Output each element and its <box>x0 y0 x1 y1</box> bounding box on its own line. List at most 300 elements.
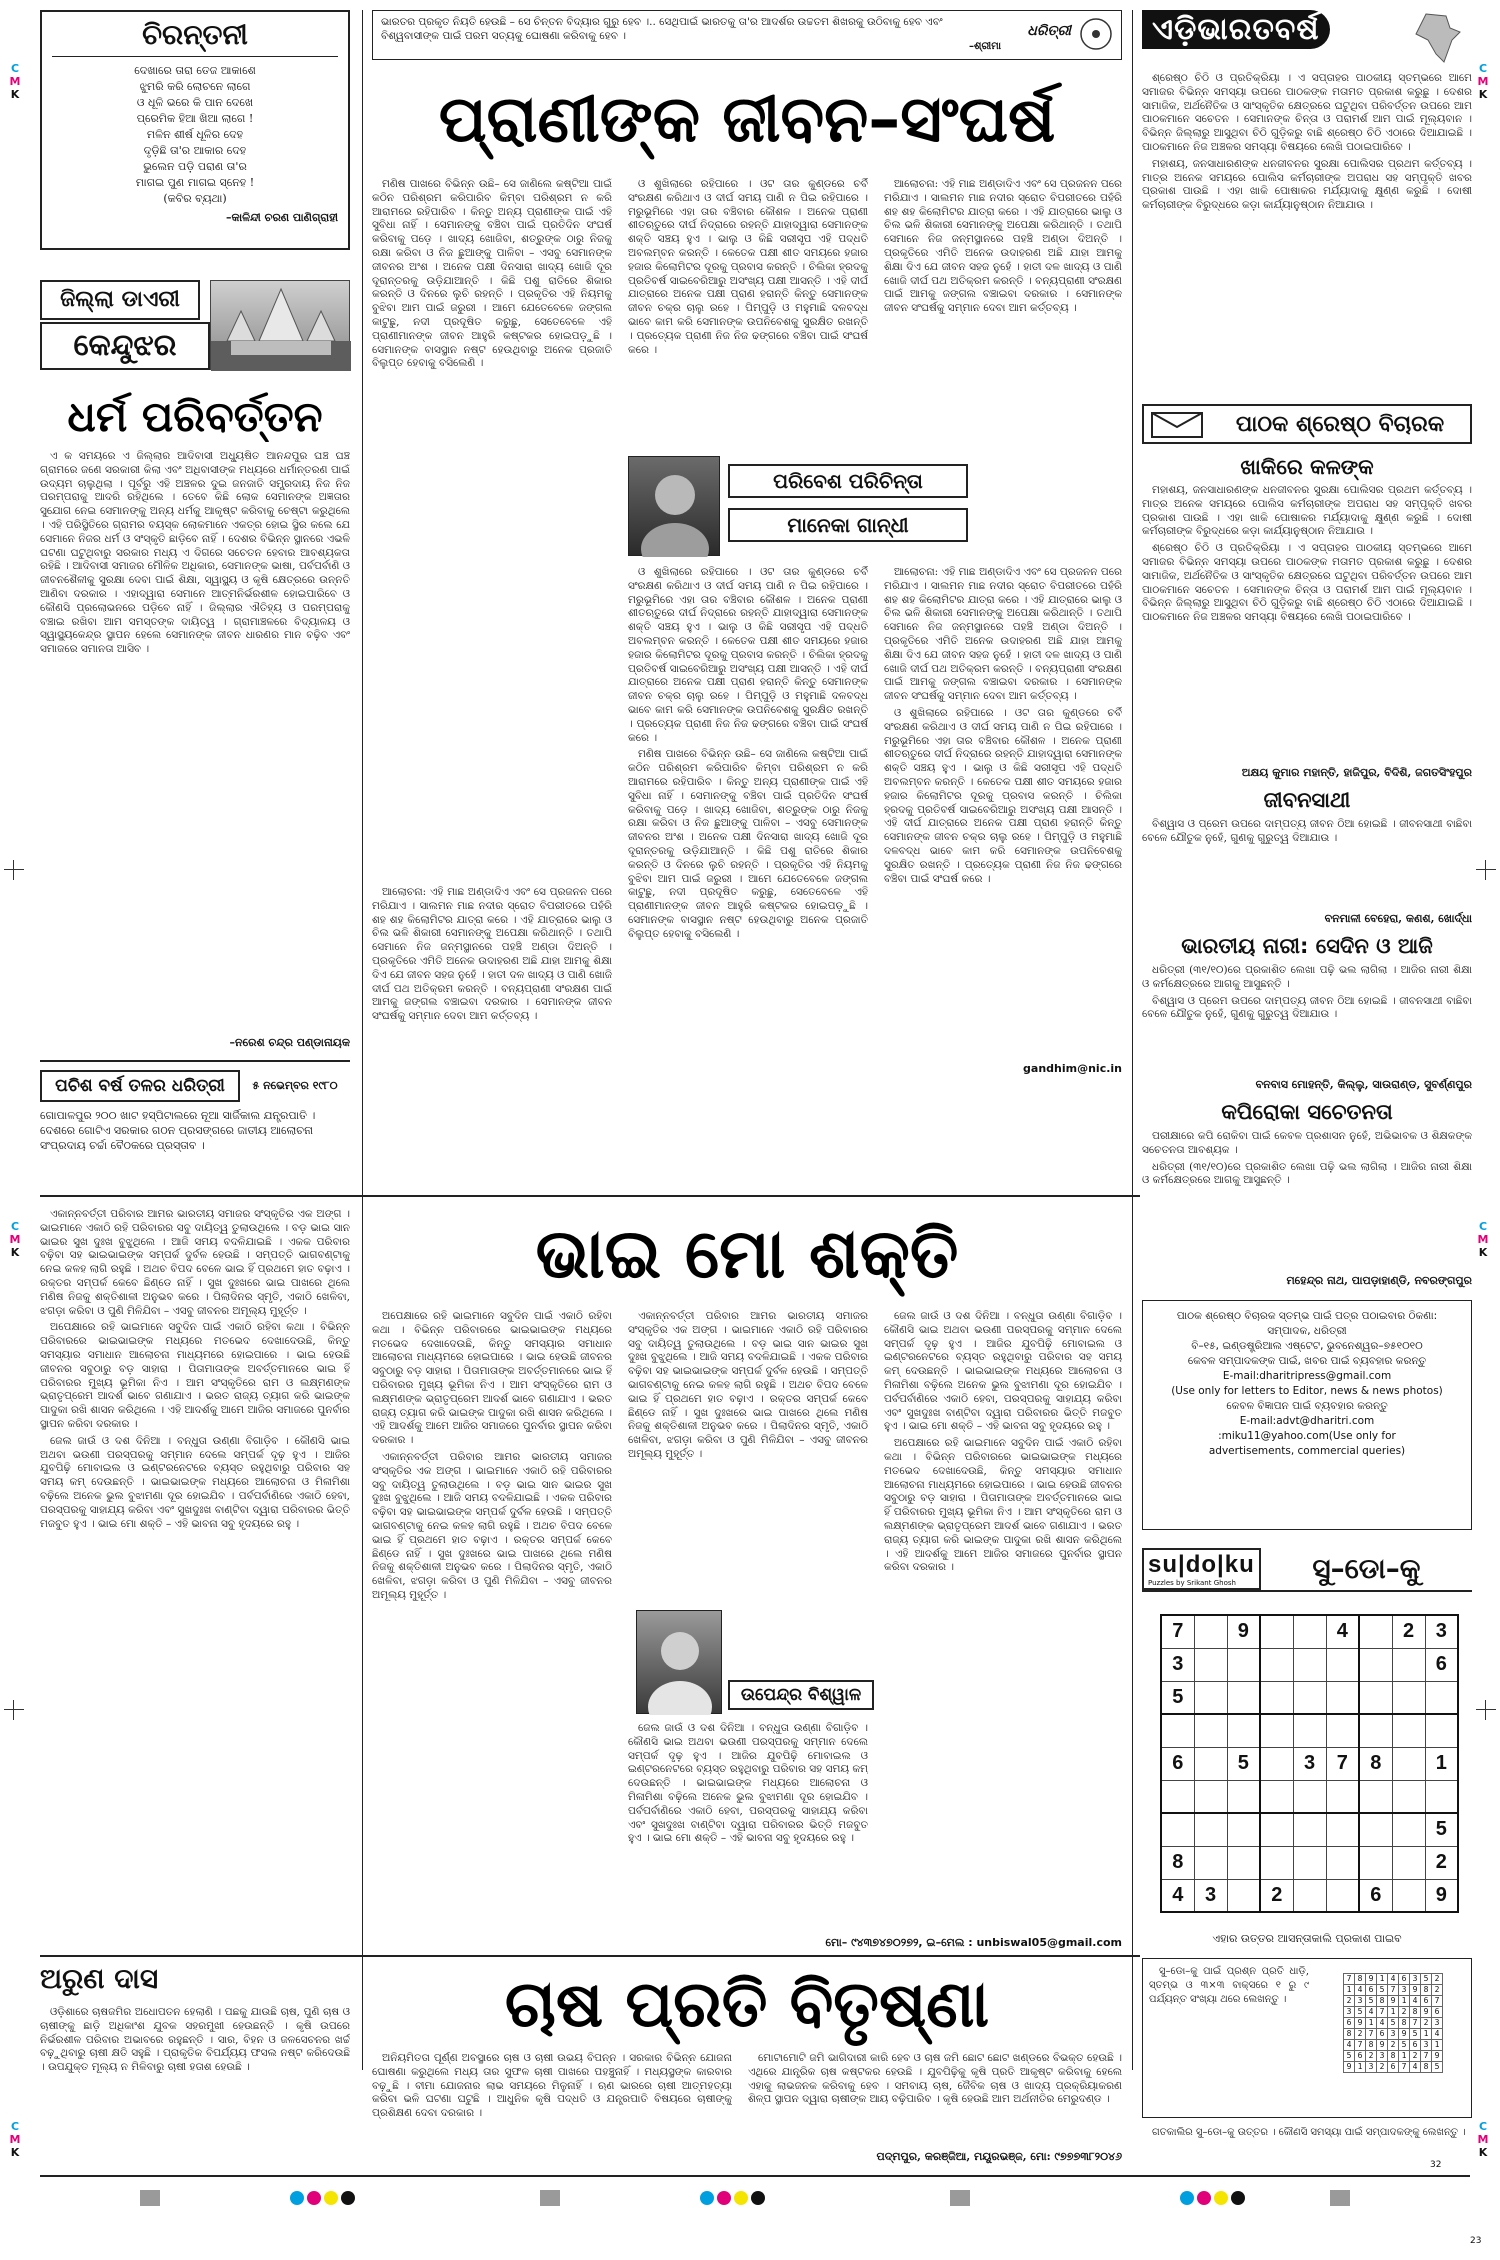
sudoku-cell: 2 <box>1399 2007 1410 2018</box>
jeevan-paragraph: ଓ ଶୁଖିଲାରେ ରହିପାରେ । ଓଟ ତାର କୁଣ୍ଡରେ ଚର୍ବି ସଂରକ୍ଷଣ କରିଥାଏ ଓ ଦୀର୍ଘ ସମୟ ପାଣି ନ ପିଇ ରହିପାରେ । ମରୁଭୂମିରେ ଏହା ତାର ବଞ୍ଚିବାର କୌଶଳ । ଅନେକ ପ୍ରାଣୀ ଶୀତଋତୁରେ ଦୀର୍ଘ ନିଦ୍ରାରେ ରହନ୍ତି ଯାହାଦ୍ୱାରା ସେମାନଙ୍କ ଶକ୍ତି ସଞ୍ଚୟ ହୁଏ । ଭାଲୁ ଓ କିଛି ସରୀସୃପ ଏହି ପଦ୍ଧତି ଅବଲମ୍ବନ କରନ୍ତି । କେତେକ ପକ୍ଷୀ ଶୀତ ସମୟରେ ହଜାର ହଜାର କିଲୋମିଟର ଦୂରକୁ ପ୍ରବାସ କରନ୍ତି । ଚିଲିକା ହ୍ରଦକୁ ପ୍ରତିବର୍ଷ ସାଇବେରିଆରୁ ଅସଂଖ୍ୟ ପକ୍ଷୀ ଆସନ୍ତି । ଏହି ଦୀର୍ଘ ଯାତ୍ରାରେ ଅନେକ ପକ୍ଷୀ ପ୍ରାଣ ହରାନ୍ତି କିନ୍ତୁ ସେମାନଙ୍କ ଜୀବନ ଚକ୍ର ଚାଲୁ ରହେ । ପିମ୍ପୁଡ଼ି ଓ ମହୁମାଛି ଦଳବଦ୍ଧ ଭାବେ କାମ କରି ସେମାନଙ୍କ ଉପନିବେଶକୁ ସୁରକ୍ଷିତ ରଖନ୍ତି । ପ୍ରତ୍ୟେକ ପ୍ରାଣୀ ନିଜ ନିଜ ଢଙ୍ଗରେ ବଞ୍ଚିବା ପାଇଁ ସଂଘର୍ଷ କରେ । <box>628 178 868 356</box>
sudoku-cell: 7 <box>1366 2029 1377 2040</box>
cmk-mark-left-mid: C M K <box>9 1220 21 1259</box>
contact-line: ବି–୧୫, ଇଣ୍ଡଷ୍ଟ୍ରିଆଲ ଏଷ୍ଟେଟ, ଭୁବନେଶ୍ୱର–୭୫୧୦୧୦ <box>1191 1340 1423 1352</box>
grey-marks <box>1330 2190 1350 2210</box>
sudoku-cell[interactable] <box>1194 1846 1227 1879</box>
sudoku-cell: 3 <box>1161 1648 1194 1681</box>
sudoku-cell[interactable] <box>1359 1780 1392 1813</box>
bhai-paragraph: ଏକାନ୍ନବର୍ତ୍ତୀ ପରିବାର ଆମର ଭାରତୀୟ ସମାଜର ସଂସ୍କୃତିର ଏକ ଅଙ୍ଗ । ଭାଇମାନେ ଏକାଠି ରହି ପରିବାରର ସବୁ ଦାୟିତ୍ୱ ତୁଲାଉଥିଲେ । ବଡ଼ ଭାଇ ସାନ ଭାଇର ସୁଖ ଦୁଃଖ ବୁଝୁଥିଲେ । ଆଜି ସମୟ ବଦଳିଯାଇଛି । ଏକକ ପରିବାର ବଢ଼ିବା ସହ ଭାଇଭାଇଙ୍କ ସମ୍ପର୍କ ଦୁର୍ବଳ ହେଉଛି । ସମ୍ପତ୍ତି ଭାଗବଣ୍ଟାକୁ ନେଇ କଳହ ଲାଗି ରହୁଛି । ଅଥଚ ବିପଦ ବେଳେ ଭାଇ ହିଁ ପ୍ରଥମେ ହାତ ବଢ଼ାଏ । ରକ୍ତର ସମ୍ପର୍କ କେବେ ଛିଣ୍ଡେ ନାହିଁ । ସୁଖ ଦୁଃଖରେ ଭାଇ ପାଖରେ ଥିଲେ ମଣିଷ ନିଜକୁ ଶକ୍ତିଶାଳୀ ଅନୁଭବ କରେ । ପିଲାଦିନର ସ୍ମୃତି, ଏକାଠି ଖେଳିବା, ଝଗଡ଼ା କରିବା ଓ ପୁଣି ମିଳିଯିବା – ଏସବୁ ଜୀବନର ଅମୂଲ୍ୟ ମୁହୂର୍ତ୍ତ । <box>628 1310 868 1460</box>
magenta-dot-icon <box>717 2191 731 2205</box>
sudoku-cell: 2 <box>1377 2062 1388 2073</box>
sudoku-cell: 7 <box>1326 1747 1359 1780</box>
sudoku-cell: 9 <box>1425 1879 1458 1912</box>
sudoku-cell: 9 <box>1399 2029 1410 2040</box>
sudoku-cell: 7 <box>1432 1996 1443 2007</box>
paribesh-inset <box>628 456 1008 556</box>
bhai-paragraph: ଜେଲ ଜାଉଁ ଓ ଦଶ ଦିନିଆ । ବନ୍ଧୁତା ଉଣ୍ଣା ବିଗାଡ଼ିବ । କୌଣସି ଭାଇ ଅଥବା ଭଉଣୀ ପରସ୍ପରକୁ ସମ୍ମାନ ଦେଲେ ସମ୍ପର୍କ ଦୃଢ଼ ହୁଏ । ଆଜିର ଯୁବପିଢ଼ି ମୋବାଇଲ ଓ ଇଣ୍ଟରନେଟରେ ବ୍ୟସ୍ତ ରହୁଥିବାରୁ ପରିବାର ସହ ସମୟ କମ୍ ଦେଉଛନ୍ତି । ଭାଇଭାଇଙ୍କ ମଧ୍ୟରେ ଆଲୋଚନା ଓ ମିଳାମିଶା ବଢ଼ିଲେ ଅନେକ ଭୁଲ ବୁଝାମଣା ଦୂର ହୋଇଯିବ । ପର୍ବପର୍ବାଣିରେ ଏକାଠି ହେବା, ପରସ୍ପରକୁ ସାହାଯ୍ୟ କରିବା ଏବଂ ସୁଖଦୁଃଖ ବାଣ୍ଟିବା ଦ୍ୱାରା ପରିବାରର ଭିତ୍ତି ମଜବୁତ ହୁଏ । ଭାଇ ମୋ ଶକ୍ତି – ଏହି ଭାବନା ସବୁ ହୃଦୟରେ ରହୁ । <box>884 1310 1122 1433</box>
sudoku-cell[interactable] <box>1293 1714 1326 1747</box>
cyan-dot-icon <box>1180 2191 1194 2205</box>
sudoku-cell: 4 <box>1377 2018 1388 2029</box>
sudoku-cell: 1 <box>1421 2029 1432 2040</box>
sudoku-cell[interactable] <box>1194 1648 1227 1681</box>
grey-square-icon <box>1330 2190 1350 2206</box>
sudoku-cell[interactable] <box>1260 1714 1293 1747</box>
sudoku-cell: 7 <box>1161 1615 1194 1648</box>
magenta-dot-icon <box>1197 2191 1211 2205</box>
registration-cross-icon <box>4 860 24 880</box>
quote-text: ଭାରତର ପ୍ରକୃତ ନିୟତି ହେଉଛି – ସେ ଚିନ୍ତନ ବିଦ୍ୟାର ଗୁରୁ ହେବ ।.. ସେଥିପାଇଁ ଭାରତକୁ ତା'ର ଆଦର୍ଶର ଉଚ୍ଚତମ ଶିଖରକୁ ଉଠିବାକୁ ହେବ ଏବଂ ବିଶ୍ୱବାସୀଙ୍କ ପାଇଁ ପରମ ସତ୍ୟକୁ ଘୋଷଣା କରିବାକୁ ହେବ । <box>381 16 943 42</box>
sudoku-cell[interactable] <box>1392 1879 1425 1912</box>
sudoku-cell[interactable] <box>1392 1813 1425 1846</box>
portrait-icon <box>637 1611 723 1715</box>
sudoku-note: ଏହାର ଉତ୍ତର ଆସନ୍ତାକାଲି ପ୍ରକାଶ ପାଇବ <box>1212 1932 1402 1945</box>
sudoku-cell: 8 <box>1161 1846 1194 1879</box>
jeevan-headline: ପ୍ରାଣୀଙ୍କ ଜୀବନ–ସଂଘର୍ଷ <box>438 83 1056 157</box>
chasa-col-3 <box>748 2052 1122 2146</box>
sudoku-cell[interactable] <box>1359 1681 1392 1714</box>
sudoku-cell: 1 <box>1399 2051 1410 2062</box>
jeevan-paragraph: ଆଲୋଚନା: ଏହି ମାଛ ଅଣ୍ଡାଦିଏ ଏବଂ ସେ ପ୍ରଜନନ ପରେ ମରିଯାଏ । ସାଲମନ ମାଛ ନଦୀର ସ୍ରୋତ ବିପରୀତରେ ପହଁରି ଶହ ଶହ କିଲୋମିଟର ଯାତ୍ରା କରେ । ଏହି ଯାତ୍ରାରେ ଭାଲୁ ଓ ଚିଲ ଭଳି ଶିକାରୀ ସେମାନଙ୍କୁ ଅପେକ୍ଷା କରିଥାନ୍ତି । ତଥାପି ସେମାନେ ନିଜ ଜନ୍ମସ୍ଥାନରେ ପହଞ୍ଚି ଅଣ୍ଡା ଦିଅନ୍ତି । ପ୍ରକୃତିରେ ଏମିତି ଅନେକ ଉଦାହରଣ ଅଛି ଯାହା ଆମକୁ ଶିକ୍ଷା ଦିଏ ଯେ ଜୀବନ ସହଜ ନୁହେଁ । ହାତୀ ଦଳ ଖାଦ୍ୟ ଓ ପାଣି ଖୋଜି ଦୀର୍ଘ ପଥ ଅତିକ୍ରମ କରନ୍ତି । ବନ୍ୟପ୍ରାଣୀ ସଂରକ୍ଷଣ ପାଇଁ ଆମକୁ ଜଙ୍ଗଲ ବଞ୍ଚାଇବା ଦରକାର । ସେମାନଙ୍କ ଜୀବନ ସଂଘର୍ଷକୁ ସମ୍ମାନ ଦେବା ଆମ କର୍ତ୍ତବ୍ୟ । <box>884 178 1122 315</box>
sudoku-cell[interactable] <box>1326 1879 1359 1912</box>
contact-line: :miku11@yahoo.com(Use only for <box>1218 1430 1396 1442</box>
chirantani-box <box>40 10 350 250</box>
sudoku-cell: 5 <box>1227 1747 1260 1780</box>
jeevan-col-2b <box>628 566 868 1056</box>
quote-author: –ଶ୍ରୀମା <box>969 41 1001 52</box>
pachisha-item: ଗୋପାଳପୁର ୨୦୦ ଖାଟ ହସ୍ପିଟାଲରେ ନୂଆ ସାର୍ଜିକାଲ ଯନ୍ତ୍ରପାତି । <box>40 1109 316 1122</box>
bhai-col-3b <box>628 1722 868 1922</box>
bhai-col-4 <box>884 1310 1122 1930</box>
pachisha-date: ୫ ନଭେମ୍ବର ୧୯୮୦ <box>252 1079 338 1092</box>
sudoku-row <box>1344 2062 1443 2073</box>
sudoku-cell: 1 <box>1425 1747 1458 1780</box>
sudoku-cell[interactable] <box>1359 1648 1392 1681</box>
sudoku-cell[interactable] <box>1326 1813 1359 1846</box>
sudoku-cell: 1 <box>1366 2018 1377 2029</box>
contact-line: E-mail:dharitripress@gmail.com <box>1222 1370 1392 1382</box>
chasa-col-1 <box>40 2006 350 2166</box>
sudoku-cell[interactable] <box>1194 1780 1227 1813</box>
sudoku-cell[interactable] <box>1326 1648 1359 1681</box>
sudoku-cell[interactable] <box>1326 1714 1359 1747</box>
sudoku-row <box>1161 1780 1458 1813</box>
sudoku-help <box>1149 1965 1309 2110</box>
sudoku-cell[interactable] <box>1227 1681 1260 1714</box>
yellow-dot-icon <box>324 2191 338 2205</box>
sudoku-cell: 5 <box>1399 2040 1410 2051</box>
sudoku-cell: 6 <box>1432 2007 1443 2018</box>
sudoku-cell: 3 <box>1410 1974 1421 1985</box>
sudoku-row <box>1161 1813 1458 1846</box>
sudoku-cell: 7 <box>1399 2062 1410 2073</box>
sudoku-cell[interactable] <box>1293 1879 1326 1912</box>
letter-4-sig: ମହେନ୍ଦ୍ର ନାଥ, ପାପଡ଼ାହାଣ୍ଡି, ନବରଙ୍ଗପୁର <box>1286 1274 1472 1287</box>
black-dot-icon <box>1231 2191 1245 2205</box>
letter-1-body <box>1142 484 1472 764</box>
sudoku-cell: 5 <box>1388 2018 1399 2029</box>
envelope-icon <box>1150 409 1210 439</box>
cyan-dot-icon <box>700 2191 714 2205</box>
sudoku-cell[interactable] <box>1194 1681 1227 1714</box>
sudoku-cell: 6 <box>1161 1747 1194 1780</box>
chakra-icon <box>1079 17 1113 51</box>
footer-rule <box>40 2175 1470 2177</box>
chasa-paragraph: ମୋଟାମୋଟି ଜମି ଭାଗିଦାରୀ କାରି ହେବ ଓ ଚାଷ ଜମି ଛୋଟ ଛୋଟ ଖଣ୍ଡରେ ବିଭକ୍ତ ହେଉଛି । ଏଥିରେ ଯାନ୍ତ୍ରିକ ଚାଷ କଷ୍ଟକର ହେଉଛି । ଯୁବପିଢ଼ିକୁ କୃଷି ପ୍ରତି ଆକୃଷ୍ଟ କରିବାକୁ ହେଲେ ଏହାକୁ ଲାଭଜନକ କରିବାକୁ ହେବ । ସମବାୟ ଚାଷ, ଜୈବିକ ଚାଷ ଓ ଖାଦ୍ୟ ପ୍ରକ୍ରିୟାକରଣ ଶିଳ୍ପ ସ୍ଥାପନ ଦ୍ୱାରା ଚାଷୀଙ୍କ ଆୟ ବଢ଼ିପାରିବ । କୃଷି ହେଉଛି ଆମ ଅର୍ଥନୀତିର ମେରୁଦଣ୍ଡ । <box>748 2052 1122 2106</box>
sudoku-cell[interactable] <box>1392 1714 1425 1747</box>
corner-number: 23 <box>1470 2236 1482 2246</box>
sudoku-cell: 1 <box>1432 2040 1443 2051</box>
sudoku-cell[interactable] <box>1260 1747 1293 1780</box>
bhai-contact: ମୋ– ୯୪୩୭୪୭୦୨୭୨, ଇ–ମେଲ : unbiswal05@gmail.com <box>825 1936 1122 1949</box>
color-dots <box>700 2190 768 2209</box>
pachisha-label: ପଚିଶ ବର୍ଷ ତଳର ଧରିତ୍ରୀ <box>40 1070 240 1102</box>
letter-4-title: କପିରୋକା ସଚେତନତା <box>1221 1100 1393 1124</box>
sudoku-cell[interactable] <box>1161 1714 1194 1747</box>
sudoku-cell[interactable] <box>1293 1681 1326 1714</box>
section-divider <box>40 1195 1140 1197</box>
sudoku-row <box>1161 1714 1458 1747</box>
sudoku-cell[interactable] <box>1359 1714 1392 1747</box>
sudoku-cell: 6 <box>1388 2062 1399 2073</box>
sudoku-cell: 2 <box>1344 1996 1355 2007</box>
jeevan-paragraph: ମଣିଷ ପାଖରେ ବିଭିନ୍ନ ଉଛି– ସେ ଜାଣିଲେ କଷ୍ଟିଆ ପାଇଁ କଠିନ ପରିଶ୍ରମ କରିପାରିବ କିମ୍ବା ପରିଶ୍ରମ ନ କରି ଆରାମରେ ରହିପାରିବ । କିନ୍ତୁ ଅନ୍ୟ ପ୍ରାଣୀଙ୍କ ପାଇଁ ଏହି ସୁବିଧା ନାହିଁ । ସେମାନଙ୍କୁ ବଞ୍ଚିବା ପାଇଁ ପ୍ରତିଦିନ ସଂଘର୍ଷ କରିବାକୁ ପଡ଼େ । ଖାଦ୍ୟ ଖୋଜିବା, ଶତ୍ରୁଙ୍କ ଠାରୁ ନିଜକୁ ରକ୍ଷା କରିବା ଓ ନିଜ ଛୁଆଙ୍କୁ ପାଳିବା – ଏସବୁ ସେମାନଙ୍କ ଜୀବନର ଅଂଶ । ଅନେକ ପକ୍ଷୀ ଦିନସାରା ଖାଦ୍ୟ ଖୋଜି ଦୂର ଦୂରାନ୍ତରକୁ ଉଡ଼ିଯାଆନ୍ତି । କିଛି ପଶୁ ରାତିରେ ଶିକାର କରନ୍ତି ଓ ଦିନରେ ଲୁଚି ରହନ୍ତି । ପ୍ରକୃତିର ଏହି ନିୟମକୁ ବୁଝିବା ଆମ ପାଇଁ ଜରୁରୀ । ଆମେ ଯେତେବେଳେ ଜଙ୍ଗଲ କାଟୁଛୁ, ନଦୀ ପ୍ରଦୂଷିତ କରୁଛୁ, ସେତେବେଳେ ଏହି ପ୍ରାଣୀମାନଙ୍କ ଜୀବନ ଆହୁରି କଷ୍ଟକର ହୋଇପଡ଼ୁଛି । ସେମାନଙ୍କ ବାସସ୍ଥାନ ନଷ୍ଟ ହେଉଥିବାରୁ ଅନେକ ପ୍ରଜାତି ବିଲୁପ୍ତ ହେବାକୁ ବସିଲେଣି । <box>628 748 868 940</box>
sudoku-cell: 3 <box>1366 2062 1377 2073</box>
sudoku-cell: 6 <box>1410 2040 1421 2051</box>
sudoku-row <box>1344 2051 1443 2062</box>
sudoku-row <box>1344 2040 1443 2051</box>
poem <box>52 63 338 207</box>
color-dots <box>290 2190 358 2209</box>
sudoku-cell: 3 <box>1355 1996 1366 2007</box>
letter-paragraph: ଧରିତ୍ରୀ (୩୧/୧୦)ରେ ପ୍ରକାଶିତ ଲେଖା ପଢ଼ି ଭଲ ଲାଗିଲା । ଆଜିର ନାରୀ ଶିକ୍ଷା ଓ କର୍ମକ୍ଷେତ୍ରରେ ଆଗକୁ ଆସୁଛନ୍ତି । <box>1142 964 1472 990</box>
sudoku-cell: 2 <box>1366 2051 1377 2062</box>
right-intro <box>1142 72 1472 402</box>
sudoku-cell: 9 <box>1227 1615 1260 1648</box>
sudoku-row <box>1344 2007 1443 2018</box>
sudoku-bottom-text: ଗତକାଲିର ସୁ–ଡୋ–କୁ ଉତ୍ତର । କୌଣସି ସମସ୍ୟା ପାଇଁ ସମ୍ପାଦକଙ୍କୁ ଲେଖନ୍ତୁ । <box>1152 2127 1466 2138</box>
sudoku-cell[interactable] <box>1326 1780 1359 1813</box>
chasa-col-2 <box>372 2052 732 2164</box>
contact-line: କେବଳ ବିଜ୍ଞାପନ ପାଇଁ ବ୍ୟବହାର କରନ୍ତୁ <box>1226 1400 1388 1412</box>
pachisha-item: ଦେଶରେ ଗୋଟିଏ ସରକାର ଗଠନ ପ୍ରସଙ୍ଗରେ ଜାତୀୟ ଆଲୋଚନା ସଂପ୍ରଦାୟ ଚର୍ଚ୍ଚା ବୈଠକରେ ପ୍ରସ୍ତାବ । <box>40 1124 313 1152</box>
contact-line: (Use only for letters to Editor, news & news photos) <box>1171 1385 1443 1397</box>
bhai-paragraph: ଜେଲ ଜାଉଁ ଓ ଦଶ ଦିନିଆ । ବନ୍ଧୁତା ଉଣ୍ଣା ବିଗାଡ଼ିବ । କୌଣସି ଭାଇ ଅଥବା ଭଉଣୀ ପରସ୍ପରକୁ ସମ୍ମାନ ଦେଲେ ସମ୍ପର୍କ ଦୃଢ଼ ହୁଏ । ଆଜିର ଯୁବପିଢ଼ି ମୋବାଇଲ ଓ ଇଣ୍ଟରନେଟରେ ବ୍ୟସ୍ତ ରହୁଥିବାରୁ ପରିବାର ସହ ସମୟ କମ୍ ଦେଉଛନ୍ତି । ଭାଇଭାଇଙ୍କ ମଧ୍ୟରେ ଆଲୋଚନା ଓ ମିଳାମିଶା ବଢ଼ିଲେ ଅନେକ ଭୁଲ ବୁଝାମଣା ଦୂର ହୋଇଯିବ । ପର୍ବପର୍ବାଣିରେ ଏକାଠି ହେବା, ପରସ୍ପରକୁ ସାହାଯ୍ୟ କରିବା ଏବଂ ସୁଖଦୁଃଖ ବାଣ୍ଟିବା ଦ୍ୱାରା ପରିବାରର ଭିତ୍ତି ମଜବୁତ ହୁଏ । ଭାଇ ମୋ ଶକ୍ତି – ଏହି ଭାବନା ସବୁ ହୃଦୟରେ ରହୁ । <box>628 1722 868 1845</box>
sudoku-cell: 3 <box>1432 2018 1443 2029</box>
poem-line: ମଳିନ ଶୀର୍ଷ ଧୂଳିର ଦେହ <box>146 128 244 141</box>
letter-paragraph: ଧରିତ୍ରୀ (୩୧/୧୦)ରେ ପ୍ରକାଶିତ ଲେଖା ପଢ଼ି ଭଲ ଲାଗିଲା । ଆଜିର ନାରୀ ଶିକ୍ଷା ଓ କର୍ମକ୍ଷେତ୍ରରେ ଆଗକୁ ଆସୁଛନ୍ତି । <box>1142 1160 1472 1187</box>
sudoku-cell: 4 <box>1366 2007 1377 2018</box>
sudoku-cell: 6 <box>1344 2018 1355 2029</box>
sudoku-cell: 5 <box>1421 1974 1432 1985</box>
sudoku-cell[interactable] <box>1293 1846 1326 1879</box>
sudoku-cell: 1 <box>1399 1996 1410 2007</box>
sudoku-cell: 3 <box>1194 1879 1227 1912</box>
sudoku-cell: 8 <box>1410 2007 1421 2018</box>
pathaka-box <box>1142 404 1472 444</box>
sudoku-cell[interactable] <box>1425 1714 1458 1747</box>
sudoku-cell: 4 <box>1344 2040 1355 2051</box>
page-number: 32 <box>1430 2160 1442 2170</box>
sudoku-cell: 8 <box>1366 2040 1377 2051</box>
letter-4-body <box>1142 1130 1472 1270</box>
grey-marks <box>140 2190 160 2210</box>
paribesh-author: ମାନେକା ଗାନ୍ଧୀ <box>728 508 968 542</box>
sudoku-cell[interactable] <box>1161 1780 1194 1813</box>
sudoku-cell: 3 <box>1388 2029 1399 2040</box>
cyan-dot-icon <box>290 2191 304 2205</box>
registration-cross-icon <box>1476 1700 1496 1720</box>
sudoku-row <box>1161 1681 1458 1714</box>
section-divider <box>40 1955 1140 1957</box>
sudoku-cell: 8 <box>1421 2062 1432 2073</box>
bhai-paragraph: ଏକାନ୍ନବର୍ତ୍ତୀ ପରିବାର ଆମର ଭାରତୀୟ ସମାଜର ସଂସ୍କୃତିର ଏକ ଅଙ୍ଗ । ଭାଇମାନେ ଏକାଠି ରହି ପରିବାରର ସବୁ ଦାୟିତ୍ୱ ତୁଲାଉଥିଲେ । ବଡ଼ ଭାଇ ସାନ ଭାଇର ସୁଖ ଦୁଃଖ ବୁଝୁଥିଲେ । ଆଜି ସମୟ ବଦଳିଯାଇଛି । ଏକକ ପରିବାର ବଢ଼ିବା ସହ ଭାଇଭାଇଙ୍କ ସମ୍ପର୍କ ଦୁର୍ବଳ ହେଉଛି । ସମ୍ପତ୍ତି ଭାଗବଣ୍ଟାକୁ ନେଇ କଳହ ଲାଗି ରହୁଛି । ଅଥଚ ବିପଦ ବେଳେ ଭାଇ ହିଁ ପ୍ରଥମେ ହାତ ବଢ଼ାଏ । ରକ୍ତର ସମ୍ପର୍କ କେବେ ଛିଣ୍ଡେ ନାହିଁ । ସୁଖ ଦୁଃଖରେ ଭାଇ ପାଖରେ ଥିଲେ ମଣିଷ ନିଜକୁ ଶକ୍ତିଶାଳୀ ଅନୁଭବ କରେ । ପିଲାଦିନର ସ୍ମୃତି, ଏକାଠି ଖେଳିବା, ଝଗଡ଼ା କରିବା ଓ ପୁଣି ମିଳିଯିବା – ଏସବୁ ଜୀବନର ଅମୂଲ୍ୟ ମୁହୂର୍ତ୍ତ । <box>372 1450 612 1601</box>
grey-square-icon <box>140 2190 160 2206</box>
sudoku-cell: 4 <box>1410 1996 1421 2007</box>
sudoku-help-text: ସୁ–ଡୋ–କୁ ପାଇଁ ପ୍ରଶ୍ନ ପ୍ରତି ଧାଡ଼ି, ସ୍ତମ୍ଭ ଓ ୩×୩ ବାକ୍ସରେ ୧ ରୁ ୯ ପର୍ଯ୍ୟନ୍ତ ସଂଖ୍ୟା ଥରେ ଲେଖନ୍ତୁ । <box>1149 1966 1309 2005</box>
contact-line: କେବଳ ସମ୍ପାଦକଙ୍କ ପାଇଁ, ଖବର ପାଇଁ ବ୍ୟବହାର କରନ୍ତୁ <box>1187 1355 1427 1367</box>
letter-3-title: ଭାରତୀୟ ନାରୀ: ସେଦିନ ଓ ଆଜି <box>1181 934 1433 958</box>
pachisha-box <box>40 1060 350 1190</box>
sudoku-puzzle <box>1160 1614 1459 1913</box>
sudoku-cell[interactable] <box>1392 1846 1425 1879</box>
jeevan-email: gandhim@nic.in <box>1023 1062 1122 1075</box>
sudoku-row <box>1344 1985 1443 1996</box>
contact-box <box>1142 1300 1472 1530</box>
sudoku-row <box>1344 2018 1443 2029</box>
pathaka-title: ପାଠକ ଶ୍ରେଷ୍ଠ ବିଚାରକ <box>1235 411 1445 437</box>
contact-line: E-mail:advt@dharitri.com <box>1239 1415 1375 1427</box>
sudoku-cell[interactable] <box>1293 1648 1326 1681</box>
masthead-logo <box>1142 10 1472 70</box>
cmk-mark-left-top: C M K <box>9 62 21 101</box>
sudoku-cell: 9 <box>1388 1996 1399 2007</box>
jeevan-paragraph: ମଣିଷ ପାଖରେ ବିଭିନ୍ନ ଉଛି– ସେ ଜାଣିଲେ କଷ୍ଟିଆ ପାଇଁ କଠିନ ପରିଶ୍ରମ କରିପାରିବ କିମ୍ବା ପରିଶ୍ରମ ନ କରି ଆରାମରେ ରହିପାରିବ । କିନ୍ତୁ ଅନ୍ୟ ପ୍ରାଣୀଙ୍କ ପାଇଁ ଏହି ସୁବିଧା ନାହିଁ । ସେମାନଙ୍କୁ ବଞ୍ଚିବା ପାଇଁ ପ୍ରତିଦିନ ସଂଘର୍ଷ କରିବାକୁ ପଡ଼େ । ଖାଦ୍ୟ ଖୋଜିବା, ଶତ୍ରୁଙ୍କ ଠାରୁ ନିଜକୁ ରକ୍ଷା କରିବା ଓ ନିଜ ଛୁଆଙ୍କୁ ପାଳିବା – ଏସବୁ ସେମାନଙ୍କ ଜୀବନର ଅଂଶ । ଅନେକ ପକ୍ଷୀ ଦିନସାରା ଖାଦ୍ୟ ଖୋଜି ଦୂର ଦୂରାନ୍ତରକୁ ଉଡ଼ିଯାଆନ୍ତି । କିଛି ପଶୁ ରାତିରେ ଶିକାର କରନ୍ତି ଓ ଦିନରେ ଲୁଚି ରହନ୍ତି । ପ୍ରକୃତିର ଏହି ନିୟମକୁ ବୁଝିବା ଆମ ପାଇଁ ଜରୁରୀ । ଆମେ ଯେତେବେଳେ ଜଙ୍ଗଲ କାଟୁଛୁ, ନଦୀ ପ୍ରଦୂଷିତ କରୁଛୁ, ସେତେବେଳେ ଏହି ପ୍ରାଣୀମାନଙ୍କ ଜୀବନ ଆହୁରି କଷ୍ଟକର ହୋଇପଡ଼ୁଛି । ସେମାନଙ୍କ ବାସସ୍ଥାନ ନଷ୍ଟ ହେଉଥିବାରୁ ଅନେକ ପ୍ରଜାତି ବିଲୁପ୍ତ ହେବାକୁ ବସିଲେଣି । <box>372 178 612 370</box>
sudoku-cell: 5 <box>1377 1985 1388 1996</box>
sudoku-cell[interactable] <box>1227 1846 1260 1879</box>
letter-3-body <box>1142 964 1472 1074</box>
sudoku-cell[interactable] <box>1194 1714 1227 1747</box>
sudoku-cell: 6 <box>1421 1996 1432 2007</box>
sudoku-cell: 9 <box>1355 2018 1366 2029</box>
bhai-paragraph: ଅପେକ୍ଷାରେ ରହି ଭାଇମାନେ ସବୁଦିନ ପାଇଁ ଏକାଠି ରହିବା କଥା । ବିଭିନ୍ନ ପରିବାରରେ ଭାଇଭାଇଙ୍କ ମଧ୍ୟରେ ମତଭେଦ ଦେଖାଦେଉଛି, କିନ୍ତୁ ସମସ୍ୟାର ସମାଧାନ ଆଲୋଚନା ମାଧ୍ୟମରେ ହୋଇପାରେ । ଭାଇ ହେଉଛି ଜୀବନର ସବୁଠାରୁ ବଡ଼ ସାହାରା । ପିତାମାତାଙ୍କ ଅବର୍ତ୍ତମାନରେ ଭାଇ ହିଁ ପରିବାରର ମୁଖ୍ୟ ଭୂମିକା ନିଏ । ଆମ ସଂସ୍କୃତିରେ ରାମ ଓ ଲକ୍ଷ୍ମଣଙ୍କ ଭ୍ରାତୃପ୍ରେମ ଆଦର୍ଶ ଭାବେ ଗଣାଯାଏ । ଭରତ ରାଜ୍ୟ ତ୍ୟାଗ କରି ଭାଇଙ୍କ ପାଦୁକା ରଖି ଶାସନ କରିଥିଲେ । ଏହି ଆଦର୍ଶକୁ ଆମେ ଆଜିର ସମାଜରେ ପୁନର୍ବାର ସ୍ଥାପନ କରିବା ଦରକାର । <box>40 1321 350 1430</box>
sudoku-cell[interactable] <box>1359 1813 1392 1846</box>
sudoku-cell[interactable] <box>1326 1846 1359 1879</box>
black-dot-icon <box>751 2191 765 2205</box>
temple-photo <box>210 280 350 370</box>
registration-cross-icon <box>1476 860 1496 880</box>
sudoku-cell: 1 <box>1377 1974 1388 1985</box>
poem-line: (କବିର ବ୍ୟଥା) <box>163 192 227 205</box>
poet-name: –କାଳିନ୍ଦୀ ଚରଣ ପାଣିଗ୍ରାହୀ <box>226 211 338 224</box>
contact-line: advertisements, commercial queries) <box>1208 1445 1406 1457</box>
sudoku-cell: 1 <box>1344 1985 1355 1996</box>
sudoku-cell: 7 <box>1344 1974 1355 1985</box>
sudoku-cell: 3 <box>1293 1747 1326 1780</box>
registration-cross-icon <box>4 1700 24 1720</box>
sudoku-cell[interactable] <box>1194 1747 1227 1780</box>
right-intro-paragraph: ମହାଶୟ, ଜନସାଧାରଣଙ୍କ ଧନଜୀବନର ସୁରକ୍ଷା ପୋଲିସର ପ୍ରଥମ କର୍ତ୍ତବ୍ୟ । ମାତ୍ର ଅନେକ ସମୟରେ ପୋଲିସ କର୍ମଚାରୀଙ୍କ ଅପରାଧ ସହ ସମ୍ପୃକ୍ତି ଖବର ପ୍ରକାଶ ପାଉଛି । ଏହା ଖାକି ପୋଷାକର ମର୍ଯ୍ୟାଦାକୁ କ୍ଷୁଣ୍ଣ କରୁଛି । ଦୋଷୀ କର୍ମଚାରୀଙ୍କ ବିରୁଦ୍ଧରେ କଡ଼ା କାର୍ଯ୍ୟାନୁଷ୍ଠାନ ନିଆଯାଉ । <box>1142 157 1472 212</box>
sudoku-cell[interactable] <box>1392 1648 1425 1681</box>
sudoku-cell: 8 <box>1399 2018 1410 2029</box>
sudoku-cell: 4 <box>1410 2062 1421 2073</box>
sudoku-cell[interactable] <box>1392 1747 1425 1780</box>
poem-line: ଭୁଲେନ ପଡ଼ି ପରାଣ ତା'ର <box>143 160 247 173</box>
sudoku-cell[interactable] <box>1293 1780 1326 1813</box>
grey-square-icon <box>950 2190 970 2206</box>
sudoku-cell[interactable] <box>1260 1648 1293 1681</box>
district-name: କେନ୍ଦୁଝର <box>40 322 210 370</box>
sudoku-cell: 3 <box>1421 2040 1432 2051</box>
sudoku-cell[interactable] <box>1293 1813 1326 1846</box>
jeevan-col-3b <box>884 566 1122 1056</box>
jeevan-col-2 <box>628 178 868 448</box>
sudoku-cell: 4 <box>1432 2029 1443 2040</box>
column-rule <box>1132 10 1133 2070</box>
sudoku-cell: 7 <box>1388 1985 1399 1996</box>
sudoku-cell[interactable] <box>1227 1780 1260 1813</box>
letter-2-title: ଜୀବନସାଥୀ <box>1263 788 1351 812</box>
sudoku-cell[interactable] <box>1227 1813 1260 1846</box>
cmk-mark-right-bottom: C M K <box>1477 2120 1489 2159</box>
author-photo <box>636 1610 722 1714</box>
sudoku-cell: 2 <box>1432 1974 1443 1985</box>
dharma-byline: –ନରେଶ ଚନ୍ଦ୍ର ପଣ୍ଡାନାୟକ <box>229 1036 350 1049</box>
chasa-author-head: ଅରୁଣ ଦାସ <box>40 1962 159 1995</box>
contact-line: ସମ୍ପାଦକ, ଧରିତ୍ରୀ <box>1267 1325 1347 1337</box>
sudoku-cell[interactable] <box>1392 1780 1425 1813</box>
chasa-paragraph: ଓଡ଼ିଶାରେ ଚାଷଜମିର ଅଧୋପତନ ହେଲାଣି । ପଛକୁ ଯାଉଛି ଚାଷ, ପୁଣି ଚାଷ ଓ ଚାଷୀଙ୍କୁ ଛାଡ଼ି ଅଧିକାଂଶ ଯୁବକ ସହରମୁଖୀ ହେଉଛନ୍ତି । କୃଷି ଉପରେ ନିର୍ଭରଶୀଳ ପରିବାର ଅଭାବରେ ରହୁଛନ୍ତି । ସାର, ବିହନ ଓ ଜଳସେଚନର ଖର୍ଚ୍ଚ ବଢ଼ୁଥିବାରୁ ଚାଷୀ କ୍ଷତି ସହୁଛି । ପ୍ରାକୃତିକ ବିପର୍ଯ୍ୟୟ ଫସଲ ନଷ୍ଟ କରିଦେଉଛି । ଉପଯୁକ୍ତ ମୂଲ୍ୟ ନ ମିଳିବାରୁ ଚାଷୀ ହତାଶ ହେଉଛି । <box>40 2006 350 2074</box>
column-rule <box>362 10 363 2070</box>
bhai-author-inset <box>636 1610 876 1714</box>
temple-icon <box>211 281 351 371</box>
sudoku-cell: 7 <box>1355 2040 1366 2051</box>
sudoku-cell: 9 <box>1432 2051 1443 2062</box>
sudoku-cell: 4 <box>1326 1615 1359 1648</box>
jeevan-col-1b <box>372 886 612 1056</box>
jeevan-paragraph: ଆଲୋଚନା: ଏହି ମାଛ ଅଣ୍ଡାଦିଏ ଏବଂ ସେ ପ୍ରଜନନ ପରେ ମରିଯାଏ । ସାଲମନ ମାଛ ନଦୀର ସ୍ରୋତ ବିପରୀତରେ ପହଁରି ଶହ ଶହ କିଲୋମିଟର ଯାତ୍ରା କରେ । ଏହି ଯାତ୍ରାରେ ଭାଲୁ ଓ ଚିଲ ଭଳି ଶିକାରୀ ସେମାନଙ୍କୁ ଅପେକ୍ଷା କରିଥାନ୍ତି । ତଥାପି ସେମାନେ ନିଜ ଜନ୍ମସ୍ଥାନରେ ପହଞ୍ଚି ଅଣ୍ଡା ଦିଅନ୍ତି । ପ୍ରକୃତିରେ ଏମିତି ଅନେକ ଉଦାହରଣ ଅଛି ଯାହା ଆମକୁ ଶିକ୍ଷା ଦିଏ ଯେ ଜୀବନ ସହଜ ନୁହେଁ । ହାତୀ ଦଳ ଖାଦ୍ୟ ଓ ପାଣି ଖୋଜି ଦୀର୍ଘ ପଥ ଅତିକ୍ରମ କରନ୍ତି । ବନ୍ୟପ୍ରାଣୀ ସଂରକ୍ଷଣ ପାଇଁ ଆମକୁ ଜଙ୍ଗଲ ବଞ୍ଚାଇବା ଦରକାର । ସେମାନଙ୍କ ଜୀବନ ସଂଘର୍ଷକୁ ସମ୍ମାନ ଦେବା ଆମ କର୍ତ୍ତବ୍ୟ । <box>372 886 612 1023</box>
bhai-paragraph: ଅପେକ୍ଷାରେ ରହି ଭାଇମାନେ ସବୁଦିନ ପାଇଁ ଏକାଠି ରହିବା କଥା । ବିଭିନ୍ନ ପରିବାରରେ ଭାଇଭାଇଙ୍କ ମଧ୍ୟରେ ମତଭେଦ ଦେଖାଦେଉଛି, କିନ୍ତୁ ସମସ୍ୟାର ସମାଧାନ ଆଲୋଚନା ମାଧ୍ୟମରେ ହୋଇପାରେ । ଭାଇ ହେଉଛି ଜୀବନର ସବୁଠାରୁ ବଡ଼ ସାହାରା । ପିତାମାତାଙ୍କ ଅବର୍ତ୍ତମାନରେ ଭାଇ ହିଁ ପରିବାରର ମୁଖ୍ୟ ଭୂମିକା ନିଏ । ଆମ ସଂସ୍କୃତିରେ ରାମ ଓ ଲକ୍ଷ୍ମଣଙ୍କ ଭ୍ରାତୃପ୍ରେମ ଆଦର୍ଶ ଭାବେ ଗଣାଯାଏ । ଭରତ ରାଜ୍ୟ ତ୍ୟାଗ କରି ଭାଇଙ୍କ ପାଦୁକା ରଖି ଶାସନ କରିଥିଲେ । ଏହି ଆଦର୍ଶକୁ ଆମେ ଆଜିର ସମାଜରେ ପୁନର୍ବାର ସ୍ଥାପନ କରିବା ଦରକାର । <box>884 1437 1122 1574</box>
sudoku-cell: 9 <box>1421 2007 1432 2018</box>
sudoku-cell: 7 <box>1377 2007 1388 2018</box>
sudoku-cell[interactable] <box>1227 1879 1260 1912</box>
cmk-mark-right-mid: C M K <box>1477 1220 1489 1259</box>
sudoku-cell: 1 <box>1355 2062 1366 2073</box>
sudoku-cell: 4 <box>1388 1974 1399 1985</box>
letter-1-title: ଖାକିରେ କଳଙ୍କ <box>1240 455 1374 479</box>
sudoku-cell[interactable] <box>1194 1813 1227 1846</box>
sudoku-row <box>1344 1996 1443 2007</box>
sudoku-cell: 5 <box>1366 1996 1377 2007</box>
yellow-dot-icon <box>1214 2191 1228 2205</box>
sudoku-cell: 3 <box>1399 1985 1410 1996</box>
poem-line: ପ୍ରେମିକ ହିଆ ଖିଆ ଲାଗେ ! <box>136 112 254 125</box>
bhai-headline: ଭାଇ ମୋ ଶକ୍ତି <box>535 1215 959 1294</box>
sudoku-answer-box <box>1142 1958 1472 2118</box>
sudoku-cell[interactable] <box>1194 1615 1227 1648</box>
sudoku-cell: 3 <box>1425 1615 1458 1648</box>
magenta-dot-icon <box>307 2191 321 2205</box>
sudoku-cell[interactable] <box>1260 1615 1293 1648</box>
bhai-paragraph: ଜେଲ ଜାଉଁ ଓ ଦଶ ଦିନିଆ । ବନ୍ଧୁତା ଉଣ୍ଣା ବିଗାଡ଼ିବ । କୌଣସି ଭାଇ ଅଥବା ଭଉଣୀ ପରସ୍ପରକୁ ସମ୍ମାନ ଦେଲେ ସମ୍ପର୍କ ଦୃଢ଼ ହୁଏ । ଆଜିର ଯୁବପିଢ଼ି ମୋବାଇଲ ଓ ଇଣ୍ଟରନେଟରେ ବ୍ୟସ୍ତ ରହୁଥିବାରୁ ପରିବାର ସହ ସମୟ କମ୍ ଦେଉଛନ୍ତି । ଭାଇଭାଇଙ୍କ ମଧ୍ୟରେ ଆଲୋଚନା ଓ ମିଳାମିଶା ବଢ଼ିଲେ ଅନେକ ଭୁଲ ବୁଝାମଣା ଦୂର ହୋଇଯିବ । ପର୍ବପର୍ବାଣିରେ ଏକାଠି ହେବା, ପରସ୍ପରକୁ ସାହାଯ୍ୟ କରିବା ଏବଂ ସୁଖଦୁଃଖ ବାଣ୍ଟିବା ଦ୍ୱାରା ପରିବାରର ଭିତ୍ତି ମଜବୁତ ହୁଏ । ଭାଇ ମୋ ଶକ୍ତି – ଏହି ଭାବନା ସବୁ ହୃଦୟରେ ରହୁ । <box>40 1434 350 1530</box>
sudoku-cell[interactable] <box>1359 1615 1392 1648</box>
district-diary-label: ଜିଲ୍ଲା ଡାଏରୀ <box>40 280 200 320</box>
sudoku-cell: 2 <box>1355 2029 1366 2040</box>
sudoku-cell[interactable] <box>1260 1846 1293 1879</box>
sudoku-cell: 6 <box>1399 1974 1410 1985</box>
poem-line: ଦୃଡ଼ିଛି ତା'ର ଆକାର ଦେହ <box>143 144 247 157</box>
letter-paragraph: ବିଶ୍ୱାସ ଓ ପ୍ରେମ ଉପରେ ଦାମ୍ପତ୍ୟ ଜୀବନ ଠିଆ ହୋଇଛି । ଜୀବନସାଥୀ ବାଛିବା ବେଳେ ଯୌତୁକ ନୁହେଁ, ଗୁଣକୁ ଗୁରୁତ୍ୱ ଦିଆଯାଉ । <box>1142 994 1472 1021</box>
poem-line: ଓ ଧୂଳି ଭରେ କି ପାନ ଦେଖେ <box>136 96 254 109</box>
sudoku-sub: Puzzles by Srikant Ghosh <box>1148 1579 1236 1587</box>
sudoku-cell: 7 <box>1421 2051 1432 2062</box>
sudoku-cell: 5 <box>1432 2062 1443 2073</box>
sudoku-cell[interactable] <box>1161 1813 1194 1846</box>
sudoku-cell: 7 <box>1410 2018 1421 2029</box>
sudoku-cell[interactable] <box>1260 1780 1293 1813</box>
sudoku-cell[interactable] <box>1425 1681 1458 1714</box>
sudoku-cell: 6 <box>1359 1879 1392 1912</box>
sudoku-cell[interactable] <box>1260 1813 1293 1846</box>
sudoku-cell[interactable] <box>1359 1846 1392 1879</box>
right-intro-paragraph: ଶ୍ରେଷ୍ଠ ଚିଠି ଓ ପ୍ରତିକ୍ରିୟା । ଏ ସପ୍ତାହର ପାଠକୀୟ ସ୍ତମ୍ଭରେ ଆମେ ସମାଜର ବିଭିନ୍ନ ସମସ୍ୟା ଉପରେ ପାଠକଙ୍କ ମତାମତ ପ୍ରକାଶ କରୁଛୁ । ଦେଶର ସାମାଜିକ, ଅର୍ଥନୈତିକ ଓ ସାଂସ୍କୃତିକ କ୍ଷେତ୍ରରେ ଘଟୁଥିବା ପରିବର୍ତ୍ତନ ଉପରେ ଆମ ପାଠକମାନେ ସଚେତନ । ସେମାନଙ୍କ ଚିନ୍ତା ଓ ପରାମର୍ଶ ଆମ ପାଇଁ ମୂଲ୍ୟବାନ । ବିଭିନ୍ନ ଜିଲ୍ଲାରୁ ଆସୁଥିବା ଚିଠି ଗୁଡ଼ିକରୁ ବାଛି ଶ୍ରେଷ୍ଠ ଚିଠି ଏଠାରେ ଦିଆଯାଇଛି । ପାଠକମାନେ ନିଜ ଅଞ୍ଚଳର ସମସ୍ୟା ବିଷୟରେ ଲେଖି ପଠାଇପାରିବେ । <box>1142 72 1472 153</box>
sudoku-cell[interactable] <box>1260 1681 1293 1714</box>
sudoku-cell[interactable] <box>1326 1681 1359 1714</box>
dharma-paragraph: ଏ କ ସମୟରେ ଏ ଜିଲ୍ଲାର ଆଦିବାସୀ ଅଧ୍ୟୁଷିତ ଆନନ୍ଦପୁର ଘଞ୍ଚ ଘଞ୍ଚ ଗ୍ରାମରେ ଜଣେ ସରକାରୀ କିଲା ଏବଂ ଅଧିବାସୀଙ୍କ ମଧ୍ୟରେ ଧର୍ମାନ୍ତରଣ ପାଇଁ ଉଦ୍ୟମ ଚାଲୁଥିଲା । ପୂର୍ବରୁ ଏହି ଅଞ୍ଚଳର ଦୁଇ ଜନଜାତି ସମ୍ପ୍ରଦାୟ ନିଜ ନିଜ ପରମ୍ପରାକୁ ଆଦରି ରହିଥିଲେ । ତେବେ କିଛି ଲୋକ ସେମାନଙ୍କ ଅଜ୍ଞତାର ସୁଯୋଗ ନେଇ ସେମାନଙ୍କୁ ଅନ୍ୟ ଧର୍ମକୁ ଆକୃଷ୍ଟ କରିବାକୁ ଚେଷ୍ଟା କରୁଥିଲେ । ଏହି ପରିସ୍ଥିତିରେ ଗ୍ରାମର ବୟସ୍କ ଲୋକମାନେ ଏକତ୍ର ହୋଇ ସ୍ଥିର କଲେ ଯେ ସେମାନେ ନିଜର ଧର୍ମ ଓ ସଂସ୍କୃତି ଛାଡ଼ିବେ ନାହିଁ । ଦେଶର ବିଭିନ୍ନ ସ୍ଥାନରେ ଏଭଳି ଘଟଣା ଘଟୁଥିବାରୁ ସରକାର ମଧ୍ୟ ଏ ଦିଗରେ ସଚେତନ ହେବାର ଆବଶ୍ୟକତା ରହିଛି । ଆଦିବାସୀ ସମାଜର ମୌଳିକ ଅଧିକାର, ସେମାନଙ୍କ ଭାଷା, ପର୍ବପର୍ବାଣି ଓ ଜୀବନଶୈଳୀକୁ ସୁରକ୍ଷା ଦେବା ପାଇଁ ଶିକ୍ଷା, ସ୍ୱାସ୍ଥ୍ୟ ଓ କୃଷି କ୍ଷେତ୍ରରେ ଉନ୍ନତି ଆଣିବା ଦରକାର । ଏହାଦ୍ୱାରା ସେମାନେ ଆତ୍ମନିର୍ଭରଶୀଳ ହୋଇପାରିବେ ଓ କୌଣସି ପ୍ରଲୋଭନରେ ପଡ଼ିବେ ନାହିଁ । ଜିଲ୍ଲାର ଐତିହ୍ୟ ଓ ପରମ୍ପରାକୁ ବଞ୍ଚାଇ ରଖିବା ଆମ ସମସ୍ତଙ୍କ ଦାୟିତ୍ୱ । ଗ୍ରାମାଞ୍ଚଳରେ ବିଦ୍ୟାଳୟ ଓ ସ୍ୱାସ୍ଥ୍ୟକେନ୍ଦ୍ର ସ୍ଥାପନ ହେଲେ ସେମାନଙ୍କ ଜୀବନ ଧାରଣର ମାନ ବଢ଼ିବ ଏବଂ ସମାଜରେ ସମାନତା ଆସିବ । <box>40 450 350 656</box>
sudoku-cell[interactable] <box>1425 1780 1458 1813</box>
letter-paragraph: ବିଶ୍ୱାସ ଓ ପ୍ରେମ ଉପରେ ଦାମ୍ପତ୍ୟ ଜୀବନ ଠିଆ ହୋଇଛି । ଜୀବନସାଥୀ ବାଛିବା ବେଳେ ଯୌତୁକ ନୁହେଁ, ଗୁଣକୁ ଗୁରୁତ୍ୱ ଦିଆଯାଉ । <box>1142 818 1472 844</box>
dharma-headline: ଧର୍ମ ପରିବର୍ତ୍ତନ <box>67 392 323 441</box>
chasa-paragraph: ଅନିୟମିତତା ପୂର୍ଣ୍ଣ ଅବସ୍ଥାରେ ଚାଷ ଓ ଚାଷୀ ଉଭୟ ବିପନ୍ନ । ସରକାର ବିଭିନ୍ନ ଯୋଜନା ଘୋଷଣା କରୁଥିଲେ ମଧ୍ୟ ତାର ସୁଫଳ ଚାଷୀ ପାଖରେ ପହଞ୍ଚୁନାହିଁ । ମଧ୍ୟସ୍ଥଙ୍କ କାରବାର ବଢ଼ୁଛି । ବୀମା ଯୋଜନାର ଲାଭ ସମୟରେ ମିଳୁନାହିଁ । ଋଣ ଭାରରେ ଚାଷୀ ଆତ୍ମହତ୍ୟା କରିବା ଭଳି ଘଟଣା ଘଟୁଛି । ଆଧୁନିକ କୃଷି ପଦ୍ଧତି ଓ ଯନ୍ତ୍ରପାତି ବିଷୟରେ ଚାଷୀଙ୍କୁ ପ୍ରଶିକ୍ଷଣ ଦେବା ଦରକାର । <box>372 2052 732 2120</box>
sudoku-title: ସୁ–ଡୋ–କୁ <box>1312 1552 1421 1585</box>
cmk-mark-left-bottom: C M K <box>9 2120 21 2159</box>
logo-text: ଏଡ଼ିଭାରତବର୍ଷ <box>1142 10 1330 49</box>
chasa-byline: ପଦ୍ମପୁର, କରଞ୍ଜିଆ, ମୟୂରଭଞ୍ଜ, ମୋ: ୯୭୭୭୩୮୨୦୪୬ <box>876 2150 1122 2163</box>
paper-name: ଧରିତ୍ରୀ <box>1027 23 1071 39</box>
sudoku-cell: 8 <box>1377 1996 1388 2007</box>
sudoku-logo: su|do|ku <box>1148 1551 1255 1578</box>
sudoku-row <box>1161 1879 1458 1912</box>
dharma-article-body <box>40 450 350 1030</box>
quote-bar <box>372 10 1122 60</box>
sudoku-cell: 8 <box>1359 1747 1392 1780</box>
sudoku-row <box>1344 2029 1443 2040</box>
cmk-mark-right-top: C M K <box>1477 62 1489 101</box>
sudoku-cell: 3 <box>1377 2051 1388 2062</box>
sudoku-grid[interactable] <box>1160 1614 1459 1913</box>
sudoku-cell[interactable] <box>1227 1648 1260 1681</box>
letter-paragraph: ପରୀକ୍ଷାରେ କପି ରୋକିବା ପାଇଁ କେବଳ ପ୍ରଶାସନ ନୁହେଁ, ଅଭିଭାବକ ଓ ଶିକ୍ଷକଙ୍କ ସଚେତନତା ଆବଶ୍ୟକ । <box>1142 1130 1472 1156</box>
sudoku-bottom <box>1142 2126 1472 2166</box>
author-photo <box>628 456 720 556</box>
sudoku-cell: 8 <box>1421 1985 1432 1996</box>
sudoku-cell[interactable] <box>1227 1714 1260 1747</box>
sudoku-cell: 4 <box>1355 1985 1366 1996</box>
bhai-col-1 <box>40 1208 350 1928</box>
sudoku-cell: 5 <box>1425 1813 1458 1846</box>
sudoku-cell[interactable] <box>1392 1681 1425 1714</box>
sudoku-cell: 9 <box>1366 1974 1377 1985</box>
sudoku-cell: 4 <box>1161 1879 1194 1912</box>
jeevan-col-1 <box>372 178 612 878</box>
sudoku-cell[interactable] <box>1293 1615 1326 1648</box>
sudoku-cell: 2 <box>1392 1615 1425 1648</box>
bhai-paragraph: ଏକାନ୍ନବର୍ତ୍ତୀ ପରିବାର ଆମର ଭାରତୀୟ ସମାଜର ସଂସ୍କୃତିର ଏକ ଅଙ୍ଗ । ଭାଇମାନେ ଏକାଠି ରହି ପରିବାରର ସବୁ ଦାୟିତ୍ୱ ତୁଲାଉଥିଲେ । ବଡ଼ ଭାଇ ସାନ ଭାଇର ସୁଖ ଦୁଃଖ ବୁଝୁଥିଲେ । ଆଜି ସମୟ ବଦଳିଯାଇଛି । ଏକକ ପରିବାର ବଢ଼ିବା ସହ ଭାଇଭାଇଙ୍କ ସମ୍ପର୍କ ଦୁର୍ବଳ ହେଉଛି । ସମ୍ପତ୍ତି ଭାଗବଣ୍ଟାକୁ ନେଇ କଳହ ଲାଗି ରହୁଛି । ଅଥଚ ବିପଦ ବେଳେ ଭାଇ ହିଁ ପ୍ରଥମେ ହାତ ବଢ଼ାଏ । ରକ୍ତର ସମ୍ପର୍କ କେବେ ଛିଣ୍ଡେ ନାହିଁ । ସୁଖ ଦୁଃଖରେ ଭାଇ ପାଖରେ ଥିଲେ ମଣିଷ ନିଜକୁ ଶକ୍ତିଶାଳୀ ଅନୁଭବ କରେ । ପିଲାଦିନର ସ୍ମୃତି, ଏକାଠି ଖେଳିବା, ଝଗଡ଼ା କରିବା ଓ ପୁଣି ମିଳିଯିବା – ଏସବୁ ଜୀବନର ଅମୂଲ୍ୟ ମୁହୂର୍ତ୍ତ । <box>40 1208 350 1317</box>
sudoku-cell: 5 <box>1161 1681 1194 1714</box>
sudoku-cell: 2 <box>1421 2018 1432 2029</box>
sudoku-cell: 6 <box>1355 2051 1366 2062</box>
sudoku-cell: 2 <box>1388 2040 1399 2051</box>
letter-paragraph: ଶ୍ରେଷ୍ଠ ଚିଠି ଓ ପ୍ରତିକ୍ରିୟା । ଏ ସପ୍ତାହର ପାଠକୀୟ ସ୍ତମ୍ଭରେ ଆମେ ସମାଜର ବିଭିନ୍ନ ସମସ୍ୟା ଉପରେ ପାଠକଙ୍କ ମତାମତ ପ୍ରକାଶ କରୁଛୁ । ଦେଶର ସାମାଜିକ, ଅର୍ଥନୈତିକ ଓ ସାଂସ୍କୃତିକ କ୍ଷେତ୍ରରେ ଘଟୁଥିବା ପରିବର୍ତ୍ତନ ଉପରେ ଆମ ପାଠକମାନେ ସଚେତନ । ସେମାନଙ୍କ ଚିନ୍ତା ଓ ପରାମର୍ଶ ଆମ ପାଇଁ ମୂଲ୍ୟବାନ । ବିଭିନ୍ନ ଜିଲ୍ଲାରୁ ଆସୁଥିବା ଚିଠି ଗୁଡ଼ିକରୁ ବାଛି ଶ୍ରେଷ୍ଠ ଚିଠି ଏଠାରେ ଦିଆଯାଇଛି । ପାଠକମାନେ ନିଜ ଅଞ୍ଚଳର ସମସ୍ୟା ବିଷୟରେ ଲେଖି ପଠାଇପାରିବେ । <box>1142 542 1472 624</box>
